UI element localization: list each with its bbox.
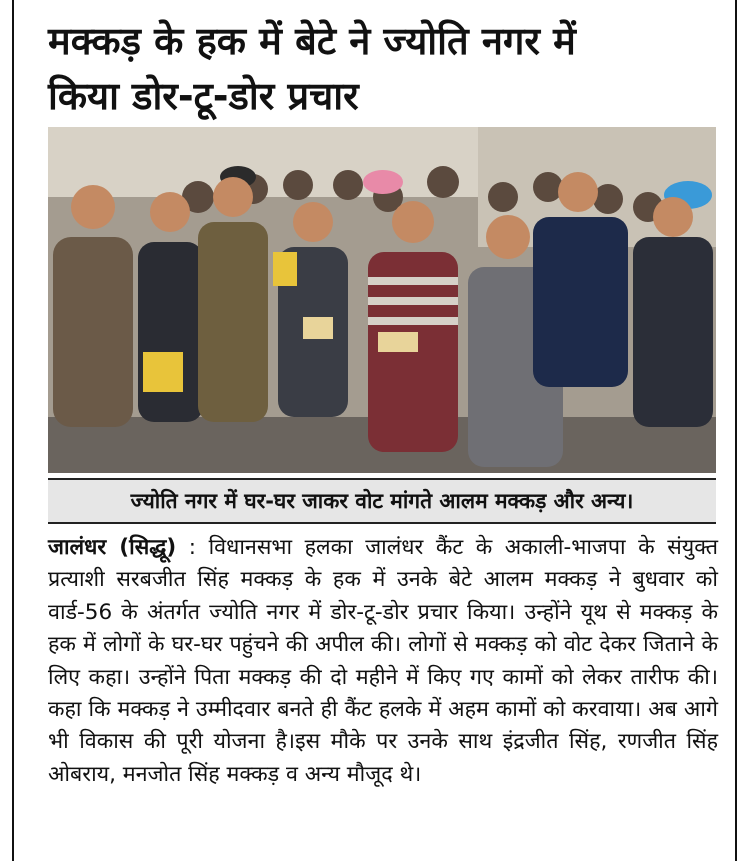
dateline: जालंधर (सिद्धू): [48, 535, 177, 560]
group-photo-illustration: [48, 127, 716, 473]
article-body: [48, 532, 718, 791]
photo-caption: ज्योति नगर में घर-घर जाकर वोट मांगते आलम मक्कड़ और अन्य।: [48, 478, 716, 524]
article-text: : विधानसभा हलका जालंधर कैंट के अकाली-भाजपा के संयुक्त प्रत्याशी सरबजीत सिंह मक्कड़ के हक में उनके बेटे आलम मक्कड़ ने बुधवार को वार्ड-56 के अंतर्गत ज्योति नगर में डोर-टू-डोर प्रचार किया। उन्होंने यूथ से मक्कड़ के हक में लोगों के घर-घर पहुंचने की अपील की। लोगों से मक्कड़ को वोट देकर जिताने के लिए कहा। उन्होंने पिता मक्कड़ की दो महीने में किए गए कामों को लेकर तारीफ की। कहा कि मक्कड़ ने उम्मीदवार बनते ही कैंट हलके में अहम कामों को करवाया। अब आगे भी विकास की पूरी योजना है।इस मौके पर उनके साथ इंद्रजीत सिंह, रणजीत सिंह ओबराय, मनजोत सिंह मक्कड़ व अन्य मौजूद थे।: [48, 535, 718, 787]
headline: [48, 14, 728, 124]
headline-line-1: मक्कड़ के हक में बेटे ने ज्योति नगर में: [48, 19, 576, 63]
group-photo: [48, 127, 716, 473]
headline-line-2: किया डोर-टू-डोर प्रचार: [48, 74, 359, 118]
